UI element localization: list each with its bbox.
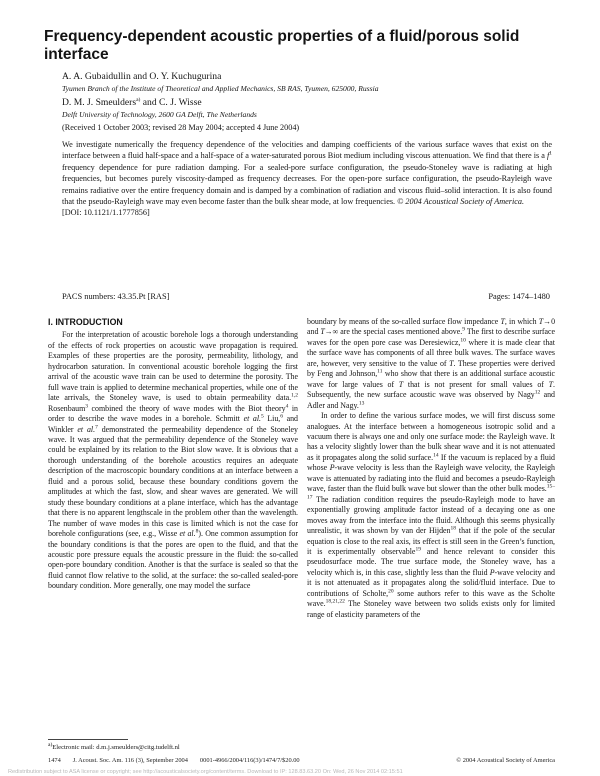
footer-page-number: 1474 (48, 757, 61, 764)
right-column (307, 317, 555, 620)
paper-title: Frequency-dependent acoustic properties of a fluid/porous solid interface (44, 28, 520, 63)
authors-group-2 (62, 97, 202, 109)
author-wisse: and C. J. Wisse (140, 97, 202, 108)
left-column (48, 317, 298, 592)
pacs-numbers: PACS numbers: 43.35.Pt [RAS] (62, 292, 170, 301)
footer-copyright: © 2004 Acoustical Society of America (456, 757, 555, 764)
footer-journal: J. Acoust. Soc. Am. 116 (3), September 2004 (72, 757, 188, 764)
author-smeulders: D. M. J. Smeulders (62, 97, 137, 108)
intro-paragraph-1: For the interpretation of acoustic borehole logs a thorough understanding of the effects of rock properties on acoustic wave propagation is required. Examples of these properties are the porosity, permeability, lithology, and hydrocarbon saturation. In conventional acoustic borehole logging the first arrival of the acoustic wave train can be used to determine the porosity. The full wave train is applied to determine mechanical properties, while one of the late arrivals, the Stoneley wave, is used to obtain permeability data.$^{1,2}$ Rosenbaum$^3$ combined the theory of wave modes with the Biot theory$^4$ in order to describe the wave modes in a borehole. Schmitt et al.$^5$ Liu,$^6$ and Winkler et al.$^7$ demonstrated the permeability dependence of the Stoneley wave. It was argued that the permeability dependence of the Stoneley wave could be explained by its relation to the Biot slow wave. It is obvious that a thorough understanding of the borehole acoustics requires an adequate description of the macroscopic boundary conditions at an interface between a fluid and a porous solid, because these boundary conditions govern the amplitudes at which the fast, slow, and shear waves are generated. We will study these boundary conditions at a plane interface, which has the advantage that there is no apparent lengthscale in the problem other than the wavelength. The number of wave modes in this case is limited which is not the case for borehole configurations (see, e.g., Wisse et al.$^8$). One common assumption for the boundary conditions is that the pores are open to the fluid, and that the acoustic pore pressure equals the acoustic pressure in the fluid: the so-called open-pore boundary condition. Another is that the surface is sealed so that the fluid cannot flow relative to the solid, at the surface: the so-called sealed-pore boundary condition. More generally, one may model the surface (48, 330, 298, 591)
intro-paragraph-1-continued: boundary by means of the so-called surface flow impedance T, in which T→0 and T→∞ are the special cases mentioned above.$^9$ The first to describe surface waves for the open pore case was Deresiewicz,$^{10}$ where it is made clear that the surface wave has components of all three bulk waves. The surface waves are, however, very sensitive to the value of T. These properties were derived by Feng and Johnson,$^{11}$ who show that there is an additional surface acoustic wave for large values of T that is not present for small values of T. Subsequently, the new surface acoustic wave was observed by Nagy$^{12}$ and Adler and Nagy.$^{13}$ (307, 317, 556, 410)
author-footnote-mark: a) (136, 96, 141, 103)
intro-paragraph-2: In order to define the various surface modes, we will first discuss some analogues. At the interface between a homogeneous isotropic solid and a vacuum there is always one and only one surface mode: the Rayleigh wave. It has a velocity slightly lower than the bulk shear wave and it is not attenuated as it propagates along the solid surface.$^{14}$ If the vacuum is replaced by a fluid whose P-wave velocity is less than the Rayleigh wave velocity, the Rayleigh wave is attenuated by radiating into the fluid and becomes a pseudo-Rayleigh wave, faster than the fluid bulk wave but slower than the other bulk modes.$^{15-17}$ The radiation condition requires the pseudo-Rayleigh mode to have an exponentially growing amplitude factor instead of a decaying one as one moves away from the interface into the fluid. Although this seems physically unrealistic, it was shown by van der Hijden$^{18}$ that if the pole of the secular equation is close to the real axis, its effect is still seen in the Green’s function, it is experimentally observable$^{19}$ and hence relevant to consider this pseudosurface mode. The true surface mode, the Stoneley wave, has a velocity which is, in this case, slightly less than the fluid P-wave velocity and it is not attenuated as it propagates along the solid/fluid interface. Due to contributions of Scholte,$^{20}$ some authors refer to this wave as the Scholte wave.$^{18,21,22}$ The Stoneley wave between two solids exists only for limited range of elasticity parameters of the (307, 411, 556, 619)
page-range: Pages: 1474–1480 (488, 292, 550, 301)
received-dates: (Received 1 October 2003; revised 28 May 2004; accepted 4 June 2004) (62, 123, 300, 132)
download-watermark: Redistribution subject to ASA license or copyright; see http://acousticalsociety.org/content/terms. Download to IP: 128.83.63.20 On: Wed, 26 Nov 2014 02:15:51 (8, 769, 403, 775)
doi: [DOI: 10.1121/1.1777856] (62, 208, 150, 218)
footer-issn: 0001-4966/2004/116(3)/1474/7/$20.00 (199, 757, 300, 764)
abstract-copyright: © 2004 Acoustical Society of America. (397, 197, 525, 207)
footnote: $^{a)}$Electronic mail: d.m.j.smeulders@citg.tudelft.nl (48, 741, 180, 751)
affiliation-1: Tyumen Branch of the Institute of Theoretical and Applied Mechanics, SB RAS, Tyumen, 625000, Russia (62, 84, 379, 93)
affiliation-2: Delft University of Technology, 2600 GA Delft, The Netherlands (62, 110, 257, 119)
section-heading: I. INTRODUCTION (48, 317, 123, 327)
page-footer (48, 757, 555, 764)
footnote-divider (48, 739, 128, 740)
abstract: We investigate numerically the frequency dependence of the velocities and damping coefficients of the various surface waves that exist on the interface between a fluid half-space and a half-space of a water-saturated porous Biot medium including viscous attenuation. We find that there is a $f^1$ frequency dependence for pure radiation damping. For a sealed-pore surface configuration, the pseudo-Stoneley wave is radiating at high frequencies, but becomes purely viscosity-damped as frequency decreases. For the open-pore surface configuration, the pseudo-Rayleigh wave remains radiative over the entire frequency domain and is damped by a combination of radiation and viscous fluid–solid interaction. It is also found that the pseudo-Rayleigh wave may even become faster than the bulk shear mode, at low frequencies. © 2004 Acoustical Society of America. [DOI: 10.1121/1.1777856] (62, 140, 552, 218)
authors-group-1: A. A. Gubaidullin and O. Y. Kuchugurina (62, 71, 222, 82)
